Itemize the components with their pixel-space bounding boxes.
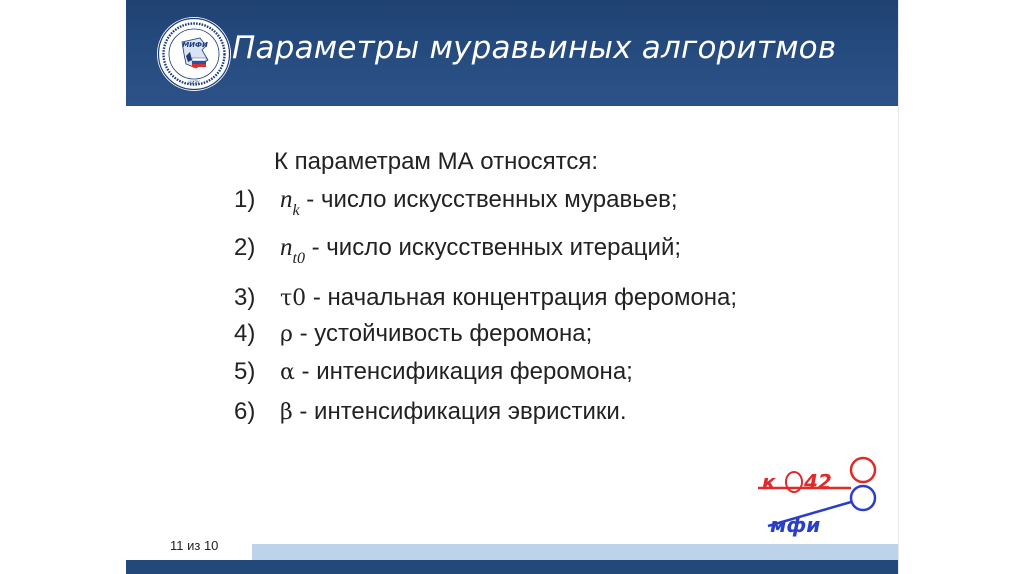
list-number: 3) <box>234 284 256 311</box>
department-logo-icon <box>756 456 892 542</box>
svg-text:к: к <box>762 470 776 494</box>
parameter-symbol: $n_k$ <box>280 186 300 219</box>
list-item <box>234 282 737 315</box>
parameter-symbol: α <box>280 360 295 385</box>
slide-title: Параметры муравьиных алгоритмов <box>232 30 837 66</box>
svg-text:МИФИ: МИФИ <box>182 41 208 49</box>
parameter-description: - устойчивость феромона; <box>292 320 593 347</box>
footer-bar-light <box>252 544 898 560</box>
page-counter: 11 из 10 <box>170 538 219 553</box>
parameter-symbol: τ0 <box>280 286 307 311</box>
footer-bar-dark <box>126 560 898 574</box>
parameter-description: - число искусственных итераций; <box>304 234 682 261</box>
left-margin <box>0 0 126 574</box>
list-number: 1) <box>234 186 256 213</box>
list-number: 4) <box>234 320 256 347</box>
svg-text:мфи: мфи <box>770 513 821 537</box>
parameter-description: - интенсификация феромона; <box>294 358 633 385</box>
svg-text:42: 42 <box>804 470 832 494</box>
right-margin <box>898 0 1024 574</box>
list-item <box>234 396 627 429</box>
slide-header <box>126 0 898 106</box>
parameter-description: - начальная концентрация феромона; <box>306 284 738 311</box>
parameter-symbol: $n_{t0}$ <box>280 234 305 267</box>
list-number: 2) <box>234 234 256 261</box>
list-number: 6) <box>234 398 256 425</box>
slide <box>126 0 898 574</box>
parameter-description: - интенсификация эвристики. <box>292 398 627 425</box>
parameter-symbol: β <box>280 400 293 425</box>
list-item <box>234 232 681 275</box>
list-number: 5) <box>234 358 256 385</box>
list-item <box>234 184 678 227</box>
intro-line: К параметрам МА относятся: <box>274 148 599 175</box>
svg-text:НИЯУ: НИЯУ <box>188 80 200 85</box>
parameter-description: - число искусственных муравьев; <box>299 186 678 213</box>
list-item <box>234 356 633 389</box>
mephi-seal-icon <box>156 16 232 92</box>
list-item <box>234 318 592 351</box>
parameter-symbol: ρ <box>280 322 293 347</box>
